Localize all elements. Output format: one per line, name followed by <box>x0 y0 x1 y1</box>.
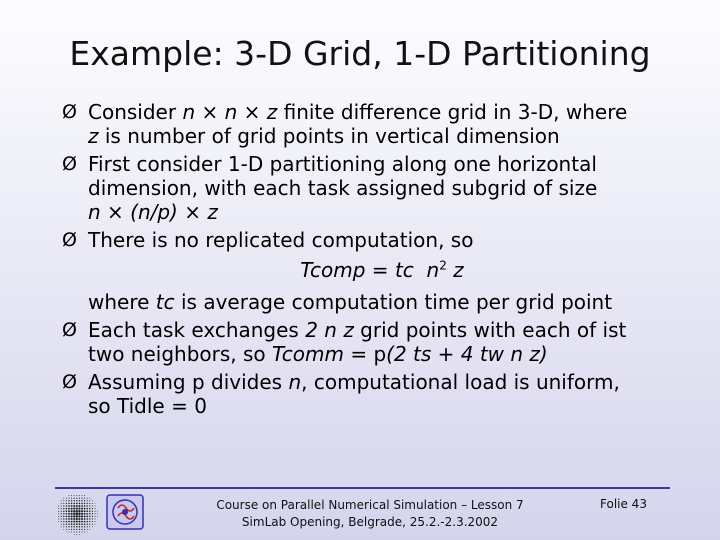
where-line <box>62 290 702 314</box>
slide-number: Folie 43 <box>600 497 647 511</box>
text: = p <box>343 342 387 366</box>
text: Consider <box>88 100 183 124</box>
n-symbol: n <box>426 258 440 282</box>
var-n: n <box>288 370 302 394</box>
bullet-arrow-icon: Ø <box>62 371 77 393</box>
text: so Tidle = 0 <box>88 394 207 418</box>
footer-line-1: Course on Parallel Numerical Simulation – Lesson 7 <box>216 498 524 512</box>
text: grid points with each of ist <box>353 318 627 342</box>
bullet-1 <box>62 100 702 148</box>
footer-course <box>180 497 560 531</box>
tc-symbol: tc <box>394 258 414 282</box>
text: There is no replicated computation, so <box>88 228 474 252</box>
text: is number of grid points in vertical dimension <box>98 124 560 148</box>
equals: = <box>365 258 395 282</box>
equation-tcomp <box>62 258 702 282</box>
bullet-3 <box>62 228 702 252</box>
bullet-4 <box>62 318 702 366</box>
dotted-sphere-logo-icon <box>55 492 99 536</box>
tcomp-symbol: Tcomp <box>300 258 366 282</box>
bullet-5 <box>62 370 702 418</box>
tcomm-symbol: Tcomm <box>272 342 344 366</box>
z-symbol: z <box>446 258 464 282</box>
exchange-expr: 2 n z <box>305 318 354 342</box>
text: two neighbors, so <box>88 342 273 366</box>
simlab-logo-icon <box>106 494 144 530</box>
text: finite difference grid in 3-D, where <box>277 100 628 124</box>
tc-symbol: tc <box>155 290 175 314</box>
bullet-2 <box>62 152 702 224</box>
grid-expr: n × n × z <box>182 100 278 124</box>
text: First consider 1-D partitioning along one horizontal <box>88 152 597 176</box>
text: , computational load is uniform, <box>301 370 620 394</box>
bullet-arrow-icon: Ø <box>62 101 77 123</box>
bullet-arrow-icon: Ø <box>62 319 77 341</box>
text: dimension, with each task assigned subgrid of size <box>88 176 598 200</box>
exponent: 2 <box>439 258 447 273</box>
var-z: z <box>88 124 99 148</box>
text: where <box>88 290 156 314</box>
tcomm-expr: (2 ts + 4 tw n z) <box>386 342 548 366</box>
footer-line-2: SimLab Opening, Belgrade, 25.2.-2.3.2002 <box>241 515 499 529</box>
bullet-arrow-icon: Ø <box>62 153 77 175</box>
subgrid-expr: n × (n/p) × z <box>88 200 218 224</box>
footer-rule <box>55 487 670 489</box>
slide-title: Example: 3-D Grid, 1-D Partitioning <box>69 34 651 73</box>
slide-content <box>62 100 702 422</box>
bullet-arrow-icon: Ø <box>62 229 77 251</box>
text: is average computation time per grid point <box>174 290 613 314</box>
text: Assuming p divides <box>88 370 289 394</box>
text: Each task exchanges <box>88 318 306 342</box>
